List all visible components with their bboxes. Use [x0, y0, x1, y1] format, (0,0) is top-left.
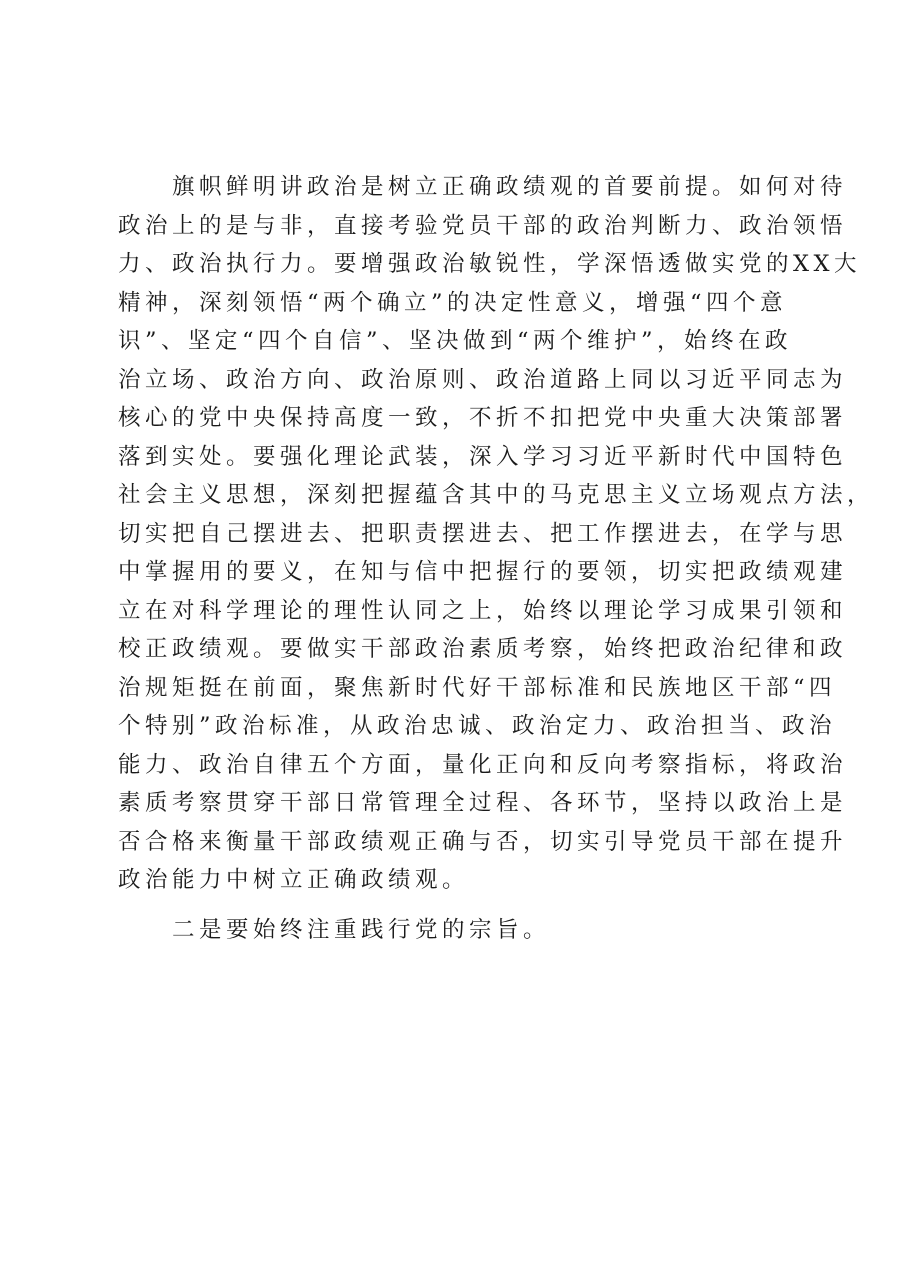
- text-line: 治立场、政治方向、政治原则、政治道路上同以习近平同志为: [118, 366, 848, 393]
- text-line: 能力、政治自律五个方面，量化正向和反向考察指标，将政治: [118, 751, 848, 778]
- text-line: 识”、坚定“四个自信”、坚决做到“两个维护”，始终在政: [118, 328, 793, 354]
- text-line: 切实把自己摆进去、把职责摆进去、把工作摆进去，在学与思: [118, 520, 848, 547]
- paragraph-2: [118, 911, 798, 950]
- text-line: 治规矩挺在前面，聚焦新时代好干部标准和民族地区干部“四: [118, 674, 837, 701]
- text-line: 核心的党中央保持高度一致，不折不扣把党中央重大决策部署: [118, 405, 848, 431]
- text-line: 政治能力中树立正确政绩观。: [118, 867, 470, 893]
- text-line: 政治上的是与非，直接考验党员干部的政治判断力、政治领悟: [118, 212, 848, 239]
- text-line: 社会主义思想，深刻把握蕴含其中的马克思主义立场观点方法，: [118, 482, 875, 508]
- document-body: [118, 168, 875, 949]
- text-line: 个特别”政治标准，从政治忠诚、政治定力、政治担当、政治: [118, 713, 837, 739]
- paragraph-1: [118, 168, 875, 900]
- text-line: 二是要始终注重践行党的宗旨。: [172, 916, 551, 943]
- text-line: 力、政治执行力。要增强政治敏锐性，学深悟透做实党的XX大: [118, 251, 862, 277]
- text-line: 落到实处。要强化理论武装，深入学习习近平新时代中国特色: [118, 443, 848, 470]
- text-line: 否合格来衡量干部政绩观正确与否，切实引导党员干部在提升: [118, 828, 848, 855]
- text-line: 中掌握用的要义，在知与信中把握行的要领，切实把政绩观建: [118, 559, 848, 585]
- text-line: 立在对科学理论的理性认同之上，始终以理论学习成果引领和: [118, 597, 848, 624]
- text-line: 校正政绩观。要做实干部政治素质考察，始终把政治纪律和政: [118, 636, 848, 662]
- text-line: 精神，深刻领悟“两个确立”的决定性意义，增强“四个意: [118, 289, 788, 316]
- text-line: 素质考察贯穿干部日常管理全过程、各环节，坚持以政治上是: [118, 790, 848, 816]
- text-line: 旗帜鲜明讲政治是树立正确政绩观的首要前提。如何对待: [172, 174, 848, 200]
